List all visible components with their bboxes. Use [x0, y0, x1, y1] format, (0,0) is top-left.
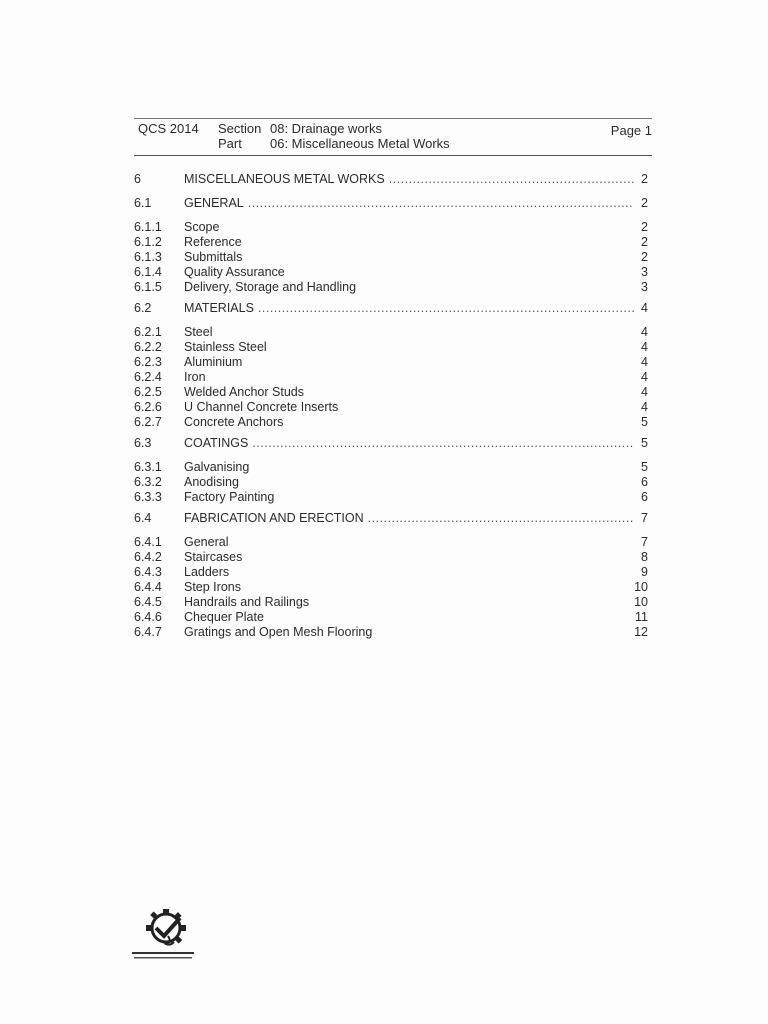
toc-title: Galvanising: [184, 460, 250, 474]
part-title: 06: Miscellaneous Metal Works: [270, 136, 450, 151]
toc-entry-row: [134, 385, 648, 400]
toc-page-number: 7: [641, 511, 648, 525]
toc-number: 6.2.1: [134, 325, 162, 339]
toc-page-number: 10: [634, 580, 648, 594]
toc-title: Steel: [184, 325, 213, 339]
toc-entry-row: [134, 220, 648, 235]
section-line: [218, 121, 382, 136]
toc-number: 6.1.4: [134, 265, 162, 279]
document-header: [134, 118, 652, 156]
toc-section-row: [134, 196, 648, 214]
toc-page-number: 3: [641, 280, 648, 294]
toc-title: Step Irons: [184, 580, 241, 594]
toc-title: Factory Painting: [184, 490, 275, 504]
toc-entry-row: [134, 490, 648, 505]
toc-number: 6.2.4: [134, 370, 162, 384]
toc-title: Quality Assurance: [184, 265, 285, 279]
toc-number: 6.3: [134, 436, 152, 450]
toc-entry-row: [134, 535, 648, 550]
toc-page-number: 5: [641, 415, 648, 429]
table-of-contents: [134, 172, 648, 640]
toc-entry-row: [134, 400, 648, 415]
toc-number: 6.2.3: [134, 355, 162, 369]
toc-number: 6.2: [134, 301, 152, 315]
toc-entry-row: [134, 355, 648, 370]
toc-page-number: 5: [641, 436, 648, 450]
toc-title: Scope: [184, 220, 220, 234]
toc-section-row: [134, 436, 648, 454]
toc-page-number: 7: [641, 535, 648, 549]
toc-title: Chequer Plate: [184, 610, 264, 624]
standard-label: QCS 2014: [138, 121, 199, 136]
toc-title: Handrails and Railings: [184, 595, 310, 609]
toc-title: Ladders: [184, 565, 230, 579]
toc-page-number: 11: [635, 610, 648, 624]
part-label: Part: [218, 136, 242, 151]
toc-page-number: 3: [641, 265, 648, 279]
toc-page-number: 4: [641, 340, 648, 354]
toc-title: Concrete Anchors: [184, 415, 284, 429]
page-number: Page 1: [610, 123, 652, 138]
toc-number: 6.2.7: [134, 415, 162, 429]
toc-number: 6.3.3: [134, 490, 162, 504]
toc-page-number: 9: [641, 565, 648, 579]
toc-number: 6.4.6: [134, 610, 162, 624]
toc-entry-row: [134, 280, 648, 295]
toc-entry-row: [134, 475, 648, 490]
toc-page-number: 2: [641, 235, 648, 249]
toc-number: 6.1.1: [134, 220, 162, 234]
section-title: 08: Drainage works: [270, 121, 382, 136]
toc-title: U Channel Concrete Inserts: [184, 400, 339, 414]
toc-number: 6.1.3: [134, 250, 162, 264]
toc-entry-row: [134, 235, 648, 250]
toc-page-number: 6: [641, 475, 648, 489]
toc-page-number: 4: [641, 301, 648, 315]
toc-section-row: [134, 511, 648, 529]
toc-entry-row: [134, 595, 648, 610]
toc-number: 6.1.5: [134, 280, 162, 294]
toc-page-number: 4: [641, 400, 648, 414]
toc-title: Gratings and Open Mesh Flooring: [184, 625, 373, 639]
toc-number: 6.4: [134, 511, 152, 525]
toc-number: 6.1: [134, 196, 152, 210]
toc-page-number: 8: [641, 550, 648, 564]
toc-page-number: 5: [641, 460, 648, 474]
toc-number: 6: [134, 172, 141, 186]
toc-page-number: 12: [634, 625, 648, 639]
part-line: [218, 136, 450, 151]
toc-entry-row: [134, 580, 648, 595]
toc-entry-row: [134, 550, 648, 565]
toc-title: Delivery, Storage and Handling: [184, 280, 357, 294]
toc-title: Iron: [184, 370, 206, 384]
toc-title: General: [184, 535, 229, 549]
toc-number: 6.4.5: [134, 595, 162, 609]
toc-entry-row: [134, 265, 648, 280]
toc-number: 6.4.2: [134, 550, 162, 564]
toc-page-number: 4: [641, 385, 648, 399]
toc-entry-row: [134, 565, 648, 580]
toc-page-number: 4: [641, 325, 648, 339]
toc-number: 6.4.3: [134, 565, 162, 579]
toc-number: 6.4.4: [134, 580, 162, 594]
toc-title: Staircases: [184, 550, 243, 564]
toc-entry-row: [134, 340, 648, 355]
toc-number: 6.2.6: [134, 400, 162, 414]
toc-page-number: 2: [641, 220, 648, 234]
toc-title: Reference: [184, 235, 242, 249]
toc-number: 6.3.2: [134, 475, 162, 489]
toc-title: GENERAL .....: [184, 196, 634, 211]
toc-number: 6.2.5: [134, 385, 162, 399]
toc-title: Welded Anchor Studs: [184, 385, 304, 399]
toc-section-row: [134, 172, 648, 190]
toc-number: 6.4.1: [134, 535, 162, 549]
toc-title: Stainless Steel: [184, 340, 267, 354]
toc-entry-row: [134, 370, 648, 385]
toc-page-number: 6: [641, 490, 648, 504]
toc-page-number: 10: [634, 595, 648, 609]
toc-page-number: 2: [641, 196, 648, 210]
toc-entry-row: [134, 625, 648, 640]
toc-page-number: 4: [641, 355, 648, 369]
toc-section-row: [134, 301, 648, 319]
toc-title: Submittals: [184, 250, 243, 264]
toc-entry-row: [134, 325, 648, 340]
toc-number: 6.1.2: [134, 235, 162, 249]
section-label: Section: [218, 121, 262, 136]
qcs-gear-check-logo-icon: [128, 906, 200, 970]
toc-entry-row: [134, 250, 648, 265]
toc-title: MISCELLANEOUS METAL WORKS .....: [184, 172, 634, 187]
toc-title: Anodising: [184, 475, 239, 489]
toc-number: 6.4.7: [134, 625, 162, 639]
toc-page-number: 4: [641, 370, 648, 384]
toc-title: MATERIALS .....: [184, 301, 634, 316]
toc-number: 6.2.2: [134, 340, 162, 354]
toc-page-number: 2: [641, 172, 648, 186]
toc-entry-row: [134, 460, 648, 475]
toc-title: COATINGS .....: [184, 436, 634, 451]
toc-entry-row: [134, 610, 648, 625]
toc-entry-row: [134, 415, 648, 430]
toc-number: 6.3.1: [134, 460, 162, 474]
toc-title: Aluminium: [184, 355, 243, 369]
toc-title: FABRICATION AND ERECTION .....: [184, 511, 634, 526]
toc-page-number: 2: [641, 250, 648, 264]
